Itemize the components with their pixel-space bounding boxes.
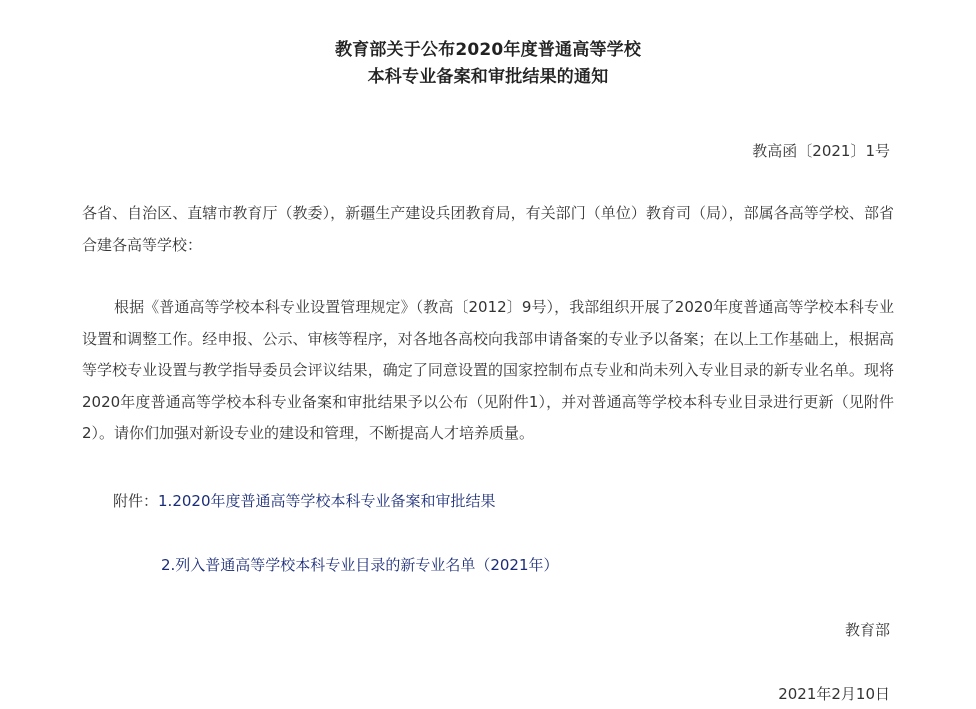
document-number: 教高函〔2021〕1号	[752, 142, 890, 160]
document-title-line-1: 教育部关于公布2020年度普通高等学校	[334, 40, 642, 60]
attachment-label: 附件：	[113, 492, 159, 510]
attachment-row-1	[113, 490, 496, 512]
attachment-link-2[interactable]: 2.列入普通高等学校本科专业目录的新专业名单（2021年）	[161, 556, 559, 574]
attachment-link-1[interactable]: 1.2020年度普通高等学校本科专业备案和审批结果	[158, 492, 496, 510]
issuing-authority: 教育部	[844, 621, 890, 639]
attachment-row-2	[161, 554, 559, 576]
issue-date: 2021年2月10日	[778, 685, 890, 703]
body-paragraph: 根据《普通高等学校本科专业设置管理规定》（教高〔2012〕9号），我部组织开展了2020年度普通高等学校本科专业设置和调整工作。经申报、公示、审核等程序，对各地各高校向我部申请备案的专业予以备案；在以上工作基础上，根据高等学校专业设置与教学指导委员会评议结果，确定了同意设置的国家控制布点专业和尚未列入专业目录的新专业名单。现将2020年度普通高等学校本科专业备案和审批结果予以公布（见附件1），并对普通高等学校本科专业目录进行更新（见附件2）。请你们加强对新设专业的建设和管理，不断提高人才培养质量。	[82, 298, 894, 442]
addressee-paragraph: 各省、自治区、直辖市教育厅（教委），新疆生产建设兵团教育局，有关部门（单位）教育司（局），部属各高等学校、部省合建各高等学校：	[82, 204, 894, 254]
document-title-line-2: 本科专业备案和审批结果的通知	[367, 67, 609, 87]
